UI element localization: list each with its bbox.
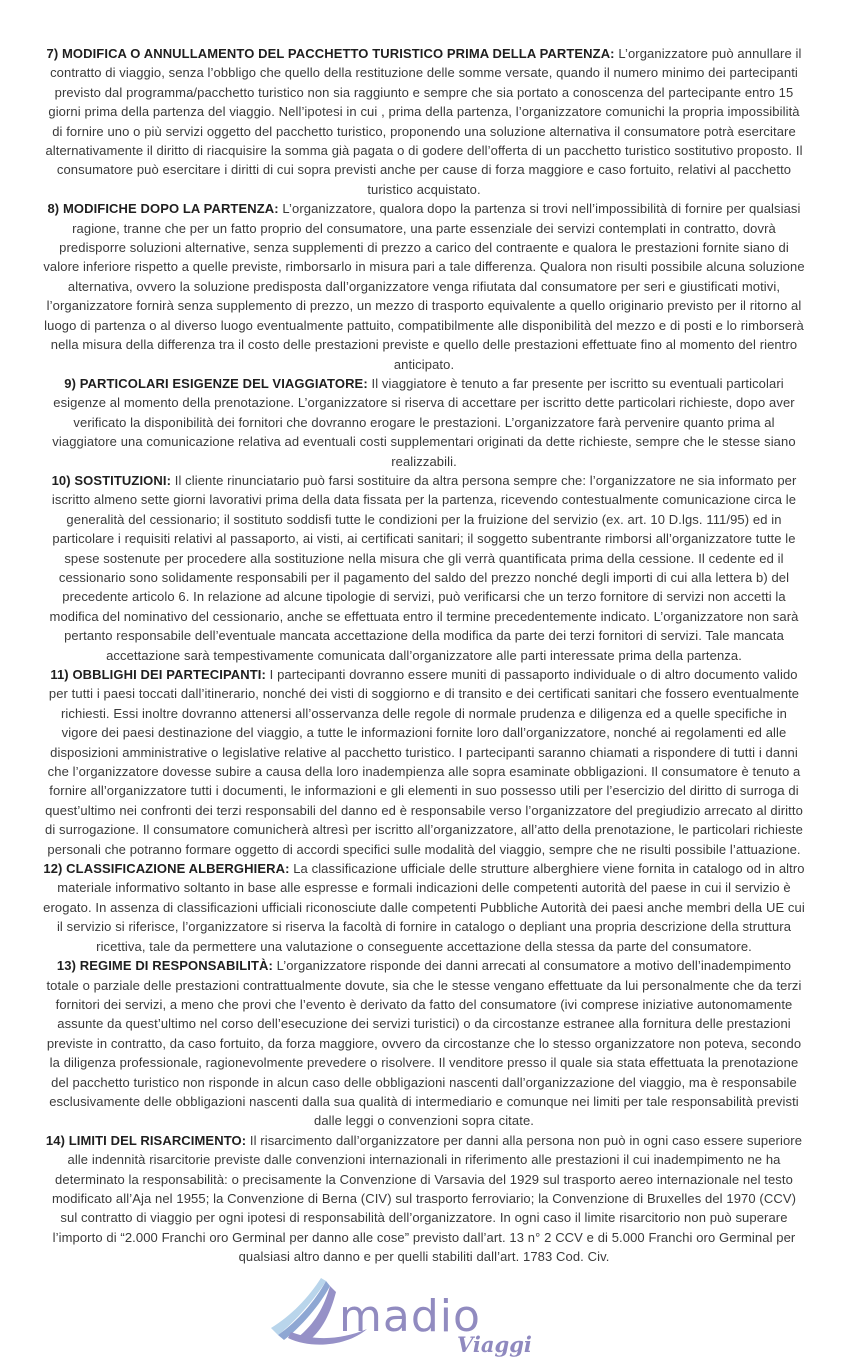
section-12-body: La classificazione ufficiale delle strutture alberghiere viene fornita in catalogo od in altro materiale informativo soltanto in base alle espresse e formali indicazioni delle competenti autorità del paese in cui il servizio è erogato. In assenza di classificazioni ufficiali riconosciute dalle competenti Pubbliche Autorità dei paesi anche membri della UE cui il servizio si riferisce, l’organizzatore si riserva la facoltà di fornire in catalogo o depliant una propria descrizione della struttura ricettiva, tale da permettere una valutazione o conseguente accettazione della stessa da parte del consumatore. (43, 861, 805, 954)
section-13-heading: 13) REGIME DI RESPONSABILITÀ: (56, 958, 273, 974)
section-12-heading: 12) CLASSIFICAZIONE ALBERGHIERA: (43, 861, 290, 877)
section-14-heading: 14) LIMITI DEL RISARCIMENTO: (45, 1132, 247, 1148)
section-9 (42, 374, 806, 471)
section-13 (42, 956, 806, 1131)
section-13-body: L’organizzatore risponde dei danni arrecati al consumatore a motivo dell’inadempimento totale o parziale delle prestazioni contrattualmente dovute, sia che le stesse vengano effettuate da lui personalmente che da terzi fornitori dei servizi, a meno che provi che l’evento è derivato da fatto del consumatore (ivi comprese iniziative autonomamente assunte da quest’ultimo nel corso dell’esecuzione dei servizi turistici) o da circostanze estranee alla fornitura delle prestazioni previste in contratto, da caso fortuito, da forza maggiore, ovvero da circostanze che lo stesso organizzatore non poteva, secondo la diligenza professionale, ragionevolmente prevedere o risolvere. Il venditore presso il quale sia stata effettuata la prenotazione del pacchetto turistico non risponde in alcun caso delle obbligazioni nascenti dall’organizzazione del viaggio, ma è responsabile esclusivamente delle obbligazioni nascenti dalla sua qualità di intermediario e comunque nei limiti per tale responsabilità previsti dalle leggi o convenzioni sopra citate. (46, 958, 802, 1129)
section-14 (42, 1131, 806, 1267)
amadio-viaggi-logo (42, 1277, 806, 1357)
section-8-heading: 8) MODIFICHE DOPO LA PARTENZA: (47, 201, 279, 217)
section-10 (42, 471, 806, 665)
section-7-body: L’organizzatore può annullare il contratto di viaggio, senza l’obbligo che quello della restituzione delle somme versate, quando il numero minimo dei partecipanti previsto dal programma/pacchetto turistico non sia raggiunto e sempre che sia portato a conoscenza del partecipante entro 15 giorni prima della partenza del viaggio. Nell’ipotesi in cui , prima della partenza, l’organizzatore comunichi la propria impossibilità di fornire uno o più servizi oggetto del pacchetto turistico, proponendo una soluzione alternativa il consumatore potrà esercitare alternativamente il diritto di riacquisire la somma già pagata o di godere dell’offerta di un pacchetto turistico sostitutivo proposto. Il consumatore può esercitare i diritti di cui sopra previsti anche per cause di forza maggiore e caso fortuito, relativi al pacchetto turistico acquistato. (45, 46, 803, 197)
section-8-body: L’organizzatore, qualora dopo la partenza si trovi nell’impossibilità di fornire per qualsiasi ragione, tranne che per un fatto proprio del consumatore, una parte essenziale dei servizi contemplati in contratto, dovrà predisporre soluzioni alternative, senza supplementi di prezzo a carico del contraente e qualora le prestazioni fornite siano di valore inferiore rispetto a quelle previste, rimborsarlo in misura pari a tale differenza. Qualora non risulti possibile alcuna soluzione alternativa, ovvero la soluzione predisposta dall’organizzatore venga rifiutata dal consumatore per seri e giustificati motivi, l’organizzatore fornirà senza supplemento di prezzo, un mezzo di trasporto equivalente a quello originario previsto per il ritorno al luogo di partenza o al diverso luogo eventualmente pattuito, compatibilmente alle disponibilità del mezzo e di posti e lo rimborserà nella misura della differenza tra il costo delle prestazioni previste e quello delle prestazioni effettuate fino al momento del rientro anticipato. (43, 201, 805, 372)
section-12 (42, 859, 806, 956)
logo-tagline: Viaggi (457, 1331, 532, 1357)
logo-wordmark: madio (339, 1290, 481, 1342)
section-11-heading: 11) OBBLIGHI DEI PARTECIPANTI: (50, 667, 266, 682)
logo-graphic (269, 1277, 579, 1357)
section-10-body: Il cliente rinunciatario può farsi sostituire da altra persona sempre che: l’organizzatore ne sia informato per iscritto almeno sette giorni lavorativi prima della data fissata per la partenza, ricevendo contestualmente comunicazione circa le generalità del cessionario; il sostituto soddisfi tutte le condizioni per la fruizione del servizio (ex. art. 10 D.lgs. 111/95) ed in particolare i requisiti relativi al passaporto, ai visti, ai certificati sanitari; il soggetto subentrante rimborsi all’organizzatore tutte le spese sostenute per procedere alla sostituzione nella misura che gli verrà quantificata prima della cessione. Il cedente ed il cessionario sono solidamente responsabili per il pagamento del saldo del prezzo nonché degli importi di cui alla lettera b) del precedente articolo 6. In relazione ad alcune tipologie di servizi, può verificarsi che un terzo fornitore di servizi non accetti la modifica del nominativo del cessionario, anche se effettuata entro il termine precedentemente indicato. L’organizzatore non sarà pertanto responsabile dell’eventuale mancata accettazione della modifica da parte dei terzi fornitori di servizi. Tale mancata accettazione sarà tempestivamente comunicata dall’organizzatore alle parti interessate prima della partenza. (49, 472, 799, 663)
section-7 (42, 44, 806, 199)
section-7-heading: 7) MODIFICA O ANNULLAMENTO DEL PACCHETTO TURISTICO PRIMA DELLA PARTENZA: (46, 46, 615, 61)
section-9-heading: 9) PARTICOLARI ESIGENZE DEL VIAGGIATORE: (64, 375, 368, 391)
section-10-heading: 10) SOSTITUZIONI: (51, 472, 172, 488)
section-11 (42, 665, 806, 859)
section-8 (42, 199, 806, 374)
section-11-body: I partecipanti dovranno essere muniti di passaporto individuale o di altro documento valido per tutti i paesi toccati dall’itinerario, nonché dei visti di soggiorno e di transito e dei certificati sanitari che fossero eventualmente richiesti. Essi inoltre dovranno attenersi all’osservanza delle regole di normale prudenza e diligenza ed a quelle specifiche in vigore dei paesi destinazione del viaggio, a tutte le informazioni fornite loro dall’organizzatore, nonché ai regolamenti ed alle disposizioni amministrative o legislative relative al pacchetto turistico. I partecipanti saranno chiamati a rispondere di tutti i danni che l’organizzatore dovesse subire a causa della loro inadempienza alle sopra esaminate obbligazioni. Il consumatore è tenuto a fornire all’organizzatore tutti i documenti, le informazioni e gli elementi in suo possesso utili per l’esercizio del diritto di surroga di quest’ultimo nei confronti dei terzi responsabili del danno ed è responsabile verso l’organizzatore del pregiudizio arrecato al diritto di surrogazione. Il consumatore comunicherà altresì per iscritto all’organizzatore, all’atto della prenotazione, le particolari richieste personali che potranno formare oggetto di accordi specifici sulle modalità del viaggio, sempre che ne risulti possibile l’attuazione. (45, 667, 803, 857)
section-14-body: Il risarcimento dall’organizzatore per danni alla persona non può in ogni caso essere superiore alle indennità risarcitorie previste dalle convenzioni internazionali in riferimento alle prestazioni il cui inadempimento ne ha determinato la responsabilità: o precisamente la Convenzione di Varsavia del 1929 sul trasporto aereo internazionale nel testo modificato all’Aja nel 1955; la Convenzione di Berna (CIV) sul trasporto ferroviario; la Convenzione di Bruxelles del 1970 (CCV) sul contratto di viaggio per ogni ipotesi di responsabilità dell’organizzatore. In ogni caso il limite risarcitorio non può superare l’importo di “2.000 Franchi oro Germinal per danno alle cose” previsto dall’art. 13 n° 2 CCV e di 5.000 Franchi oro Germinal per qualsiasi altro danno e per quelli stabiliti dall’art. 1783 Cod. Civ. (51, 1132, 803, 1265)
terms-and-conditions-text (42, 44, 806, 1267)
section-9-body: Il viaggiatore è tenuto a far presente per iscritto su eventuali particolari esigenze al momento della prenotazione. L’organizzatore si riserva di accettare per iscritto dette particolari richieste, dopo aver verificato la disponibilità dei fornitori che dovranno erogare le prestazioni. L’organizzatore farà pervenire quanto prima al viaggiatore una comunicazione relativa ad eventuali costi supplementari originati da dette richieste, sempre che le stesse siano realizzabili. (52, 375, 796, 469)
